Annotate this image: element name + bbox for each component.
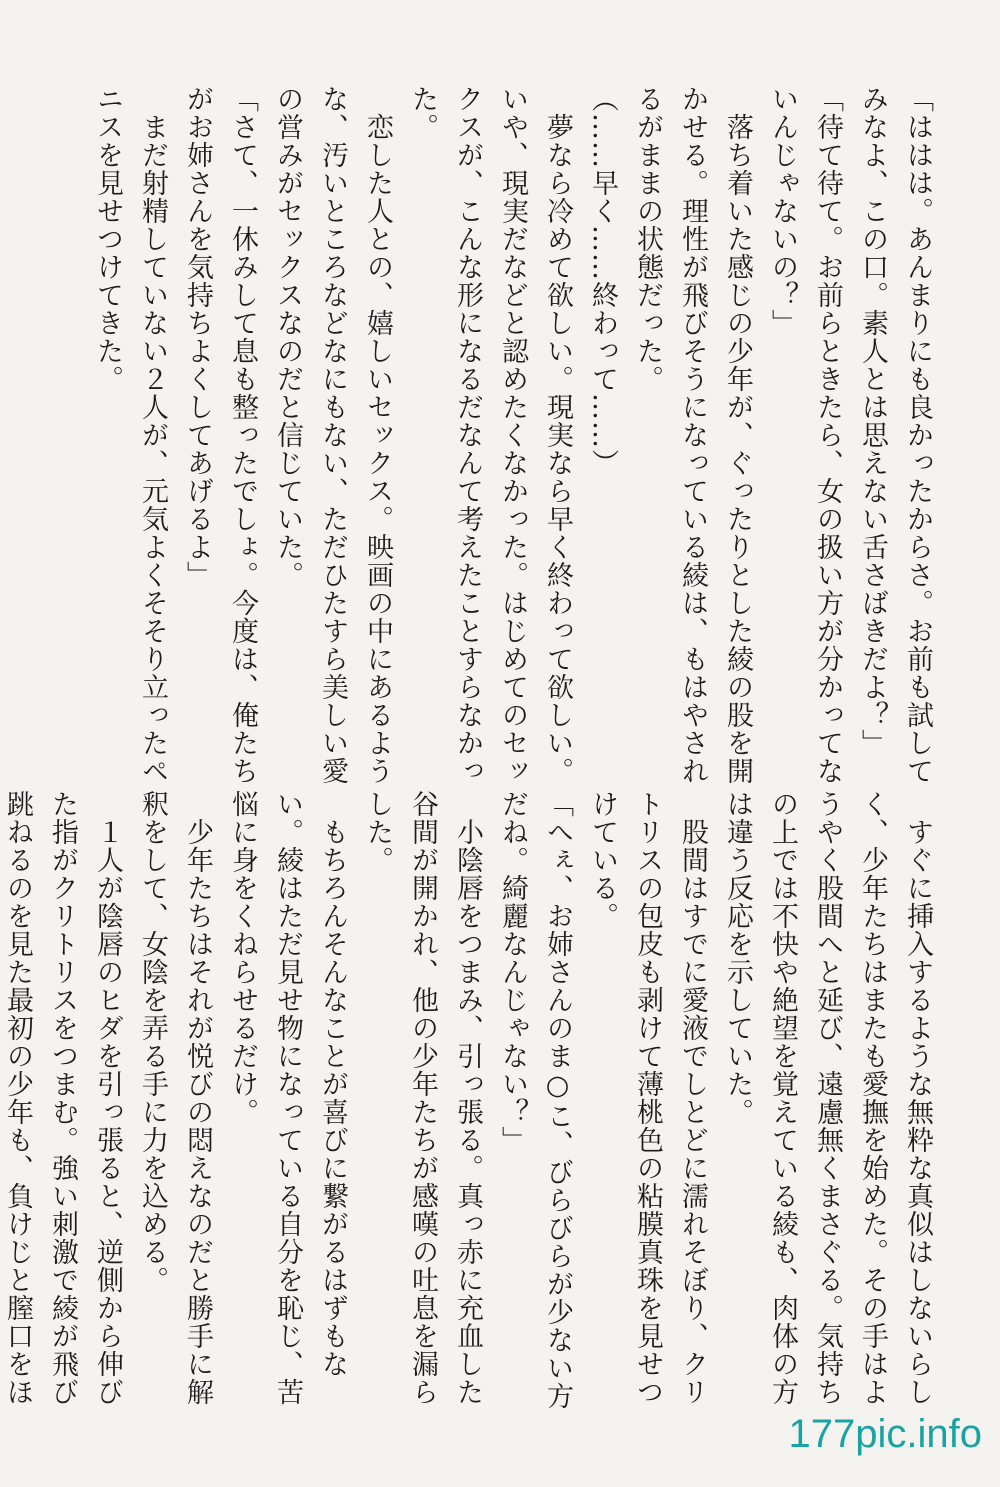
upper-text-block [60,85,940,785]
paragraph: 落ち着いた感じの少年が、ぐったりとした綾の股を開かせる。理性が飛びそうになっている綾は、もはやされるがままの状態だった。 [632,85,753,785]
paragraph: 恋した人との、嬉しいセックス。映画の中にあるような、汚いところなどなにもない、ただひたすら美しい愛の営みがセックスなのだと信じていた。 [272,85,393,785]
paragraph: 少年たちはそれが悦びの悶えなのだと勝手に解釈をして、女陰を弄る手に力を込める。 [137,790,213,1406]
paragraph: 「さて、一休みして息も整ったでしょ。今度は、俺たちがお姉さんを気持ちよくしてあげるよ」 [182,85,258,785]
paragraph: 「へぇ、お姉さんのま○こ、びらびらが少ない方だね。綺麗なんじゃない？」 [497,790,573,1410]
paragraph: 小陰唇をつまみ、引っ張る。真っ赤に充血した谷間が開かれ、他の少年たちが感嘆の吐息を漏らした。 [362,790,483,1406]
lower-text-block [2,790,940,1410]
paragraph: 「ははは。あんまりにも良かったからさ。お前も試してみなよ、この口。素人とは思えない舌さばきだよ？」 [857,85,933,785]
site-watermark: 177pic.info [788,1412,982,1456]
paragraph: まだ射精していない２人が、元気よくそそり立ったペニスを見せつけてきた。 [92,85,168,785]
paragraph: 股間はすでに愛液でしとどに濡れそぼり、クリトリスの包皮も剥けて薄桃色の粘膜真珠を見せつけている。 [587,790,708,1406]
paragraph: 夢なら冷めて欲しい。現実なら早く終わって欲しい。 [542,85,573,785]
paragraph: 「待て待て。お前らときたら、女の扱い方が分かってないんじゃないの？」 [767,85,843,785]
paragraph: （……早く……終わって……） [587,85,618,477]
paragraph: すぐに挿入するような無粋な真似はしないらしく、少年たちはまたも愛撫を始めた。その手はようやく股間へと延び、遠慮無くまさぐる。気持ちの上では不快や絶望を覚えている綾も、肉体の方は違う反応を示していた。 [722,790,933,1406]
paragraph: もちろんそんなことが喜びに繋がるはずもない。綾はただ見せ物になっている自分を恥じ、苦悩に身をくねらせるだけ。 [227,790,348,1406]
paragraph: いや、現実だなどと認めたくなかった。はじめてのセックスが、こんな形になるだなんて考えたことすらなかった。 [407,85,528,785]
paragraph: １人が陰唇のヒダを引っ張ると、逆側から伸びた指がクリトリスをつまむ。強い刺激で綾が飛び跳ねるのを見た最初の少年も、負けじと膣口をほ [2,790,123,1406]
